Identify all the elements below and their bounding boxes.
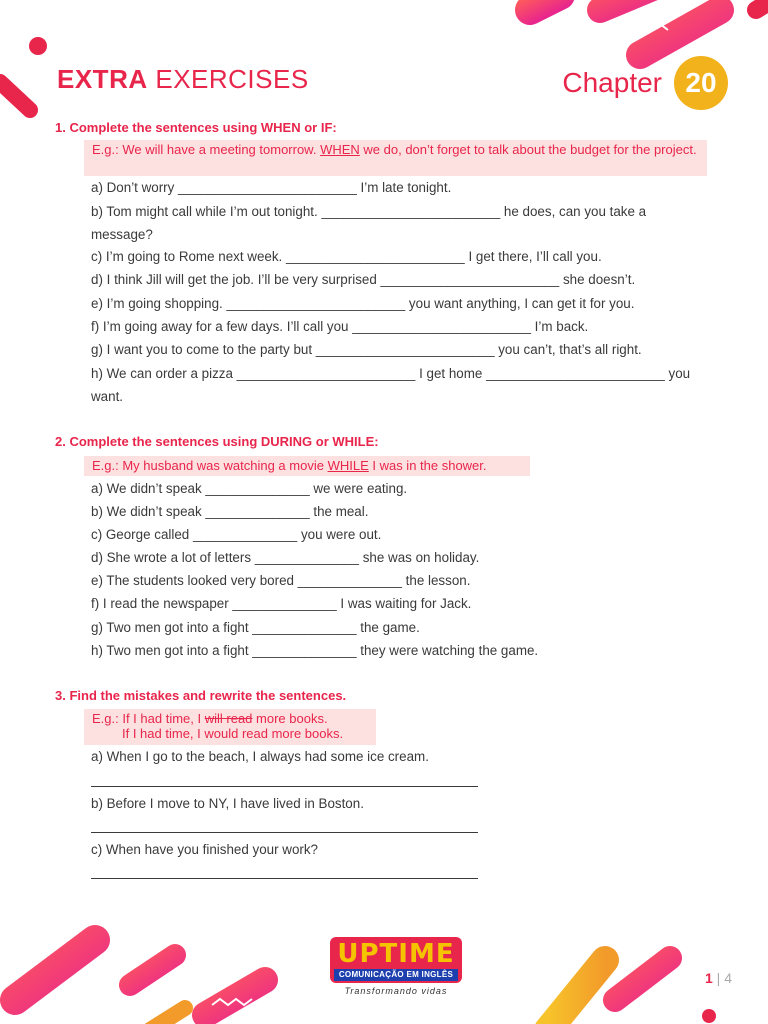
- section-1-heading: 1. Complete the sentences using WHEN or IF:: [55, 120, 337, 135]
- s3-answer-line-c[interactable]: [91, 878, 478, 879]
- s1-item-b-cont: message?: [91, 227, 153, 242]
- chapter-label: Chapter: [562, 67, 662, 98]
- s1-item-f: f) I’m going away for a few days. I’ll call you ________________________ I’m back.: [91, 319, 589, 334]
- s1-item-h: h) We can order a pizza ________________________ I get home ________________________ you: [91, 366, 691, 381]
- logo-subtitle: COMUNICAÇÃO EM INGLÊS: [334, 969, 458, 981]
- chapter-number: 20: [674, 56, 728, 110]
- section-3-example: E.g.: If I had time, I will read more books. If I had time, I would read more books.: [84, 709, 376, 745]
- s3-answer-line-b[interactable]: [91, 832, 478, 833]
- s2-item-f: f) I read the newspaper ______________ I was waiting for Jack.: [91, 596, 472, 611]
- section-2-example: E.g.: My husband was watching a movie WHILE I was in the shower.: [84, 456, 530, 476]
- s1-item-a: a) Don’t worry ________________________ I’m late tonight.: [91, 180, 452, 195]
- uptime-logo: [330, 937, 462, 996]
- s1-item-g: g) I want you to come to the party but ________________________ you can’t, that’s all right.: [91, 342, 642, 357]
- s2-item-a: a) We didn’t speak ______________ we were eating.: [91, 481, 408, 496]
- s2-item-e: e) The students looked very bored ______________ the lesson.: [91, 573, 471, 588]
- page-number: 1 | 4: [704, 970, 732, 986]
- section-3-example-correction: If I had time, I would read more books.: [122, 726, 344, 741]
- section-2-heading: 2. Complete the sentences using DURING or WHILE:: [55, 434, 379, 449]
- s2-item-g: g) Two men got into a fight ______________ the game.: [91, 620, 420, 635]
- chapter-badge: [562, 56, 728, 110]
- s3-answer-line-a[interactable]: [91, 786, 478, 787]
- s3-item-a: a) When I go to the beach, I always had some ice cream.: [91, 749, 429, 764]
- page-title: EXTRA EXERCISES: [57, 64, 309, 94]
- s2-item-c: c) George called ______________ you were out.: [91, 527, 382, 542]
- s3-item-c: c) When have you finished your work?: [91, 842, 319, 857]
- s1-item-h-cont: want.: [91, 389, 124, 404]
- s1-item-e: e) I’m going shopping. ________________________ you want anything, I can get it for you.: [91, 296, 635, 311]
- section-1-example: E.g.: We will have a meeting tomorrow. WHEN we do, don’t forget to talk about the budget for the project.: [84, 140, 707, 176]
- s2-item-d: d) She wrote a lot of letters ______________ she was on holiday.: [91, 550, 480, 565]
- s3-item-b: b) Before I move to NY, I have lived in Boston.: [91, 796, 364, 811]
- s2-item-b: b) We didn’t speak ______________ the meal.: [91, 504, 369, 519]
- s1-item-d: d) I think Jill will get the job. I’ll be very surprised ________________________ she doesn’t.: [91, 272, 636, 287]
- section-3-heading: 3. Find the mistakes and rewrite the sentences.: [55, 688, 347, 703]
- logo-text: UPTIME: [337, 939, 455, 969]
- logo-tagline: Transformando vidas: [344, 986, 448, 996]
- s2-item-h: h) Two men got into a fight ______________ they were watching the game.: [91, 643, 539, 658]
- s1-item-c: c) I’m going to Rome next week. ________________________ I get there, I’ll call you.: [91, 249, 602, 264]
- s1-item-b: b) Tom might call while I’m out tonight. ________________________ he does, can you take a: [91, 204, 647, 219]
